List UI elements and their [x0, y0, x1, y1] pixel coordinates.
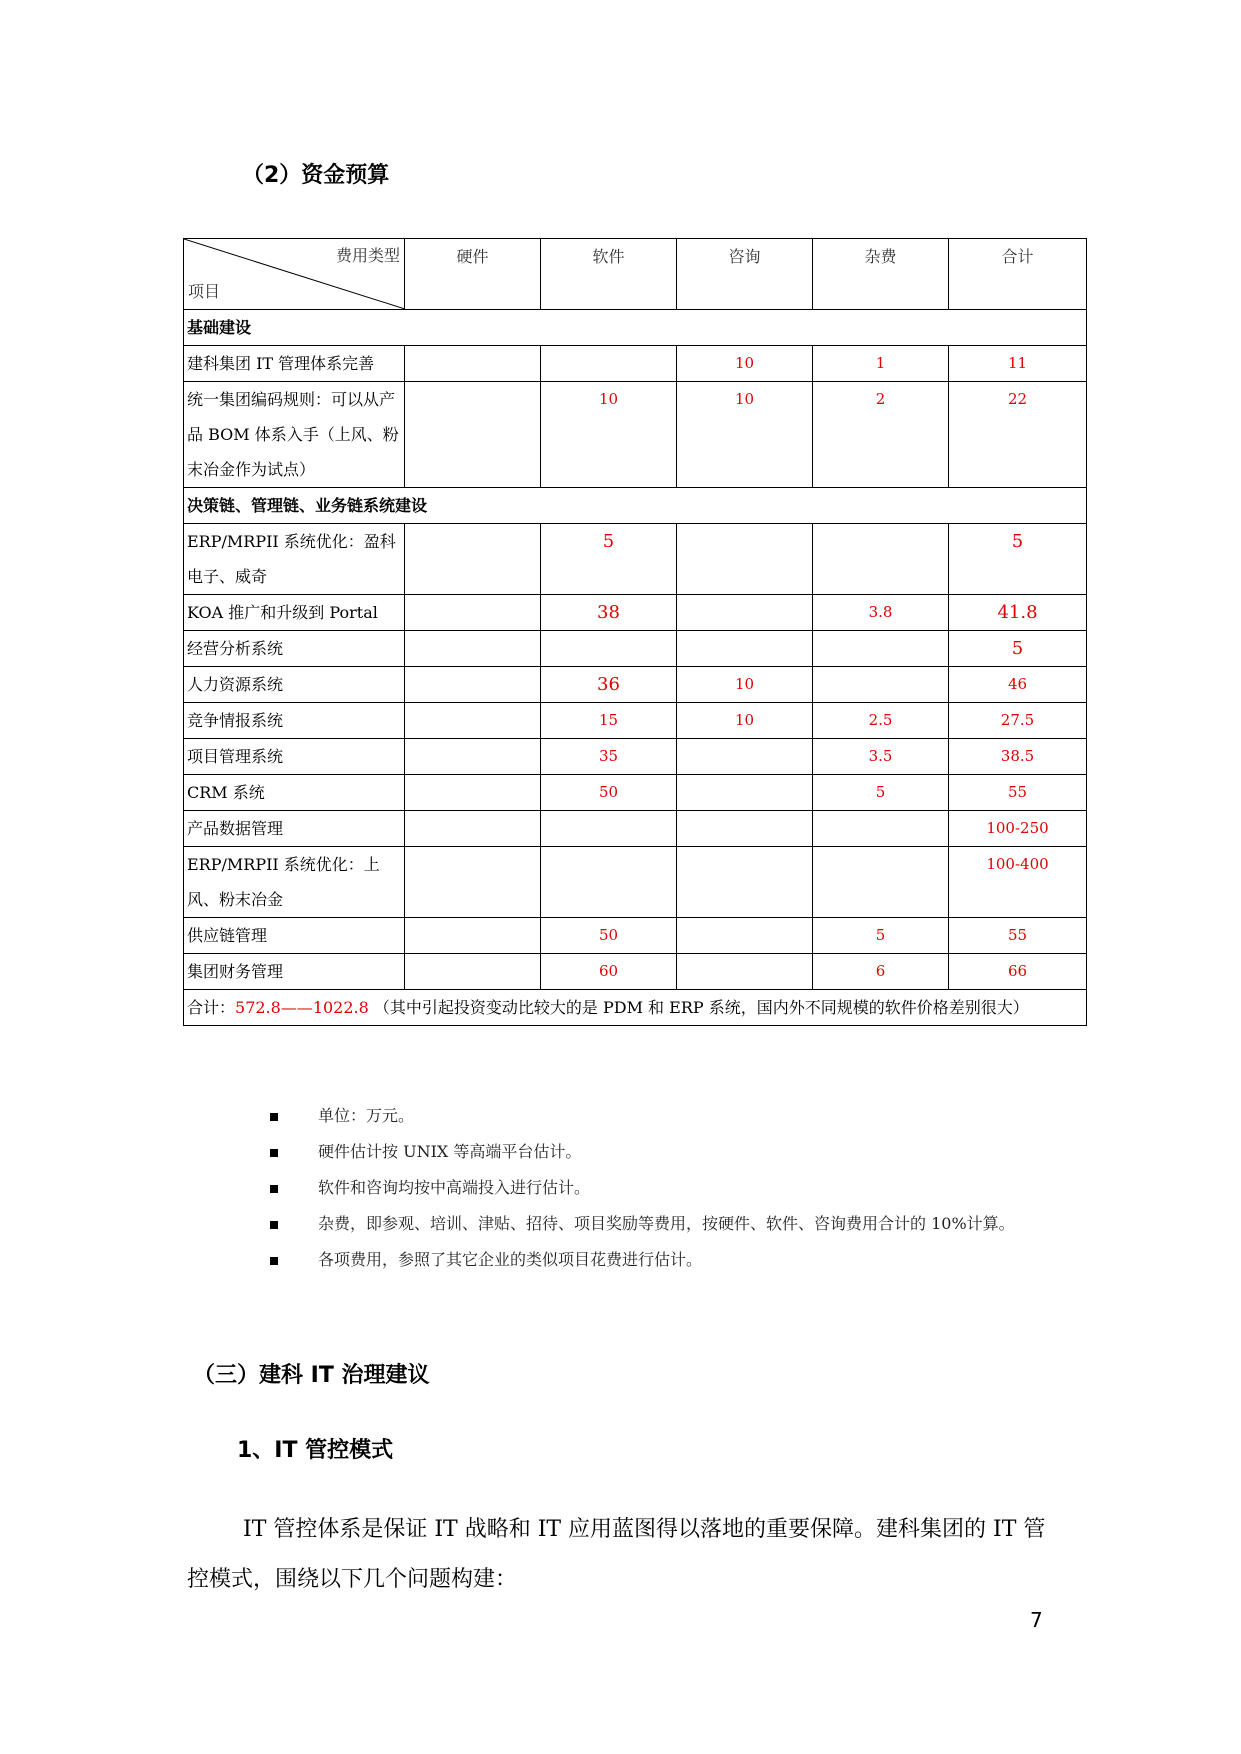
cell-hardware: [405, 346, 541, 382]
cell-total: 100-250: [949, 811, 1087, 847]
row-item: ERP/MRPII 系统优化：上风、粉末冶金: [184, 847, 405, 918]
cell-consulting: [677, 631, 813, 667]
cell-software: [541, 346, 677, 382]
cell-software: 60: [541, 954, 677, 990]
cell-misc: 5: [813, 918, 949, 954]
table-row: [184, 918, 1087, 954]
cell-hardware: [405, 847, 541, 918]
column-header: 杂费: [813, 239, 949, 310]
table-row: [184, 775, 1087, 811]
cell-total: 46: [949, 667, 1087, 703]
total-cell: [184, 990, 1087, 1026]
cell-software: 36: [541, 667, 677, 703]
column-header: 硬件: [405, 239, 541, 310]
square-bullet-icon: [270, 1185, 278, 1193]
cell-misc: 2: [813, 382, 949, 488]
cell-misc: [813, 847, 949, 918]
cell-consulting: 10: [677, 703, 813, 739]
row-item: CRM 系统: [184, 775, 405, 811]
cell-software: 35: [541, 739, 677, 775]
cell-hardware: [405, 739, 541, 775]
body-paragraph: IT 管控体系是保证 IT 战略和 IT 应用蓝图得以落地的重要保障。建科集团的 IT 管控模式，围绕以下几个问题构建：: [187, 1517, 1046, 1592]
list-item: 各项费用，参照了其它企业的类似项目花费进行估计。: [270, 1242, 1060, 1278]
row-item: 经营分析系统: [184, 631, 405, 667]
row-item: 竞争情报系统: [184, 703, 405, 739]
table-row: [184, 847, 1087, 918]
budget-table: [183, 238, 1087, 1026]
cell-misc: [813, 667, 949, 703]
cell-misc: [813, 631, 949, 667]
corner-cell: [184, 239, 405, 310]
table-row: [184, 667, 1087, 703]
row-item: 人力资源系统: [184, 667, 405, 703]
subsection-heading: 1、IT 管控模式: [237, 1438, 394, 1463]
cell-misc: 3.5: [813, 739, 949, 775]
total-row: [184, 990, 1087, 1026]
section-row: 基础建设: [184, 310, 1087, 346]
table-header-row: [184, 239, 1087, 310]
cell-consulting: [677, 524, 813, 595]
section-title: （2）资金预算: [242, 163, 390, 188]
table-row: [184, 954, 1087, 990]
total-note: （其中引起投资变动比较大的是 PDM 和 ERP 系统，国内外不同规模的软件价格差别很大）: [373, 998, 1029, 1017]
cell-total: 38.5: [949, 739, 1087, 775]
cell-hardware: [405, 667, 541, 703]
cell-software: 15: [541, 703, 677, 739]
cell-hardware: [405, 631, 541, 667]
cell-total: 66: [949, 954, 1087, 990]
cell-consulting: [677, 775, 813, 811]
cell-total: 41.8: [949, 595, 1087, 631]
cell-software: 38: [541, 595, 677, 631]
column-header: 咨询: [677, 239, 813, 310]
square-bullet-icon: [270, 1257, 278, 1265]
cell-software: 5: [541, 524, 677, 595]
cell-consulting: 10: [677, 346, 813, 382]
square-bullet-icon: [270, 1221, 278, 1229]
cell-hardware: [405, 918, 541, 954]
cell-consulting: [677, 595, 813, 631]
total-value: 572.8——1022.8: [235, 998, 369, 1017]
list-item: 杂费，即参观、培训、津贴、招待、项目奖励等费用，按硬件、软件、咨询费用合计的 10%计算。: [270, 1206, 1060, 1242]
cell-software: [541, 631, 677, 667]
row-item: 统一集团编码规则：可以从产品 BOM 体系入手（上风、粉末冶金作为试点）: [184, 382, 405, 488]
cell-hardware: [405, 524, 541, 595]
column-header: 软件: [541, 239, 677, 310]
cell-hardware: [405, 954, 541, 990]
cell-total: 5: [949, 631, 1087, 667]
row-item: 项目管理系统: [184, 739, 405, 775]
cell-software: 10: [541, 382, 677, 488]
cell-misc: [813, 811, 949, 847]
table-row: [184, 524, 1087, 595]
cell-total: 22: [949, 382, 1087, 488]
cell-misc: 1: [813, 346, 949, 382]
cell-consulting: 10: [677, 382, 813, 488]
corner-top-label: 费用类型: [335, 246, 400, 265]
cell-hardware: [405, 775, 541, 811]
cell-software: 50: [541, 918, 677, 954]
cell-total: 11: [949, 346, 1087, 382]
cell-hardware: [405, 595, 541, 631]
table-row: [184, 739, 1087, 775]
cell-consulting: 10: [677, 667, 813, 703]
cell-misc: 6: [813, 954, 949, 990]
table-row: [184, 595, 1087, 631]
table-row: [184, 382, 1087, 488]
corner-bottom-label: 项目: [188, 282, 221, 301]
chapter-heading: （三）建科 IT 治理建议: [193, 1363, 430, 1388]
cell-total: 5: [949, 524, 1087, 595]
page-number: 7: [1030, 1608, 1043, 1632]
list-item: 单位：万元。: [270, 1098, 1060, 1134]
column-header: 合计: [949, 239, 1087, 310]
table-row: [184, 346, 1087, 382]
cell-consulting: [677, 811, 813, 847]
square-bullet-icon: [270, 1149, 278, 1157]
row-item: ERP/MRPII 系统优化：盈科电子、威奇: [184, 524, 405, 595]
cell-consulting: [677, 739, 813, 775]
row-item: 集团财务管理: [184, 954, 405, 990]
square-bullet-icon: [270, 1113, 278, 1121]
cell-misc: 5: [813, 775, 949, 811]
row-item: 建科集团 IT 管理体系完善: [184, 346, 405, 382]
cell-consulting: [677, 954, 813, 990]
cell-misc: 3.8: [813, 595, 949, 631]
cell-total: 55: [949, 918, 1087, 954]
cell-hardware: [405, 811, 541, 847]
cell-consulting: [677, 847, 813, 918]
notes-list: [270, 1098, 1060, 1278]
table-row: [184, 631, 1087, 667]
cell-hardware: [405, 703, 541, 739]
cell-total: 55: [949, 775, 1087, 811]
cell-software: [541, 811, 677, 847]
cell-misc: [813, 524, 949, 595]
cell-consulting: [677, 918, 813, 954]
section-row: 决策链、管理链、业务链系统建设: [184, 488, 1087, 524]
list-item: 硬件估计按 UNIX 等高端平台估计。: [270, 1134, 1060, 1170]
cell-total: 100-400: [949, 847, 1087, 918]
list-item: 软件和咨询均按中高端投入进行估计。: [270, 1170, 1060, 1206]
cell-hardware: [405, 382, 541, 488]
row-item: KOA 推广和升级到 Portal: [184, 595, 405, 631]
cell-software: [541, 847, 677, 918]
cell-misc: 2.5: [813, 703, 949, 739]
row-item: 产品数据管理: [184, 811, 405, 847]
table-row: [184, 703, 1087, 739]
table-row: [184, 811, 1087, 847]
row-item: 供应链管理: [184, 918, 405, 954]
total-label: 合计：: [187, 998, 236, 1017]
cell-software: 50: [541, 775, 677, 811]
cell-total: 27.5: [949, 703, 1087, 739]
